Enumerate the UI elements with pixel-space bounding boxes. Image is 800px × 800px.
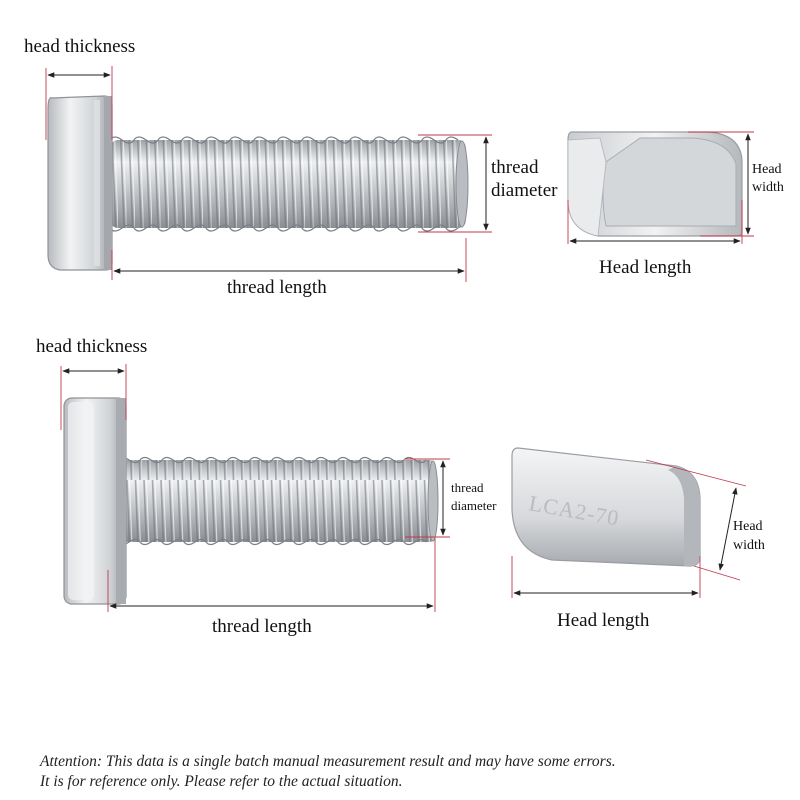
attention-note-line-1: Attention: This data is a single batch manual measurement result and may have some errors. — [40, 753, 616, 770]
top-thread-diameter-label-1: thread — [491, 157, 539, 178]
top-thread-length-label: thread length — [227, 277, 327, 298]
top-bolt-head — [48, 96, 112, 270]
top-head-width-label-1: Head — [752, 162, 782, 177]
bottom-thread-diameter-label-2: diameter — [451, 498, 497, 513]
bottom-bolt-head — [64, 398, 126, 604]
bottom-thread-length-label: thread length — [212, 616, 312, 637]
bottom-bolt — [61, 364, 450, 612]
top-head-width-label-2: width — [752, 180, 784, 195]
bottom-bolt-thread — [118, 458, 438, 545]
attention-note — [40, 752, 616, 792]
attention-note-line-2: It is for reference only. Please refer to the actual situation. — [40, 773, 403, 790]
top-thread-diameter-label-2: diameter — [491, 180, 558, 201]
bottom-head-width-label-1: Head — [733, 519, 763, 534]
bottom-thread-diameter-label-1: thread — [451, 480, 484, 495]
top-head-detail — [568, 132, 754, 244]
bottom-head-width-label-2: width — [733, 538, 765, 553]
top-head-thickness-label: head thickness — [24, 36, 136, 57]
bottom-head-stamp: LCA2-70 — [527, 490, 622, 531]
top-bolt-thread — [110, 137, 468, 231]
top-bolt — [46, 66, 492, 282]
bottom-head-thickness-label: head thickness — [36, 336, 148, 357]
bottom-head-detail — [512, 448, 746, 598]
bottom-head-length-label: Head length — [557, 610, 650, 631]
top-head-length-label: Head length — [599, 257, 692, 278]
